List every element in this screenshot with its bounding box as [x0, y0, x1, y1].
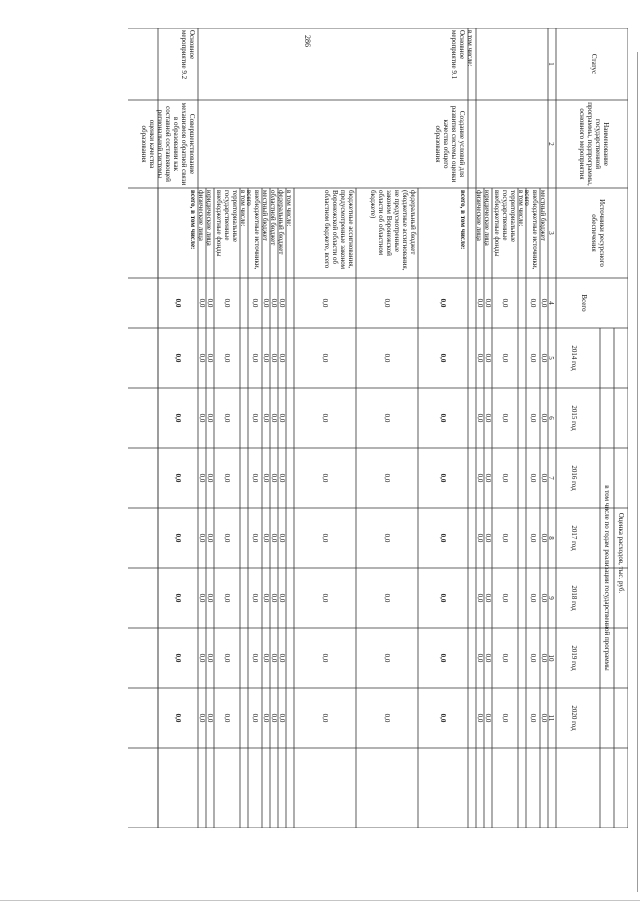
row-value: 0,0 [540, 593, 548, 603]
row-value: 0,0 [270, 713, 278, 723]
header-year-3: 2016 год [570, 465, 578, 491]
row-value: 0,0 [270, 533, 278, 543]
row-value: 0,0 [529, 413, 537, 423]
row-total: 0,0 [501, 298, 509, 308]
row-source: юридические лица [483, 190, 491, 246]
row-value: 0,0 [383, 713, 391, 723]
row-value: 0,0 [476, 353, 484, 363]
row-value: 0,0 [223, 593, 231, 603]
row-value: 0,0 [383, 473, 391, 483]
row-source: в том числе: [239, 190, 247, 227]
row-name: Создание условий для развития системы оценки качества общего образования [434, 105, 466, 183]
header-year-6: 2019 год [570, 645, 578, 671]
row-value: 0,0 [529, 533, 537, 543]
row-value: 0,0 [262, 653, 270, 663]
row-total: 0,0 [270, 298, 278, 308]
row-total: 0,0 [484, 298, 492, 308]
row-value: 0,0 [223, 533, 231, 543]
row-total: 0,0 [198, 298, 206, 308]
row-value: 0,0 [321, 713, 329, 723]
row-value: 0,0 [278, 413, 286, 423]
header-col-number-5: 5 [547, 356, 555, 360]
header-year-4: 2017 год [570, 525, 578, 551]
row-source: в том числе: [285, 190, 293, 227]
row-value: 0,0 [529, 353, 537, 363]
row-value: 0,0 [540, 533, 548, 543]
row-value: 0,0 [501, 653, 509, 663]
row-value: 0,0 [501, 593, 509, 603]
header-total: Всего [580, 294, 588, 312]
row-value: 0,0 [529, 593, 537, 603]
row-value: 0,0 [278, 653, 286, 663]
row-value: 0,0 [198, 533, 206, 543]
header-col-number-6: 6 [547, 416, 555, 420]
row-value: 0,0 [223, 713, 231, 723]
row-total: 0,0 [262, 298, 270, 308]
row-total: 0,0 [321, 298, 329, 308]
row-value: 0,0 [484, 713, 492, 723]
row-value: 0,0 [206, 473, 214, 483]
row-value: 0,0 [262, 593, 270, 603]
row-value: 0,0 [251, 353, 259, 363]
row-value: 0,0 [174, 353, 182, 363]
row-name: Совершенствование механизмов обратной связи в образовании как составной составляющей региональной системы оценки качества образования [140, 102, 196, 186]
row-value: 0,0 [270, 653, 278, 663]
row-value: 0,0 [206, 713, 214, 723]
row-value: 0,0 [206, 533, 214, 543]
row-total: 0,0 [174, 298, 182, 308]
row-status: Основное мероприятие 9.1 [450, 30, 466, 80]
header-year-2: 2015 год [570, 405, 578, 431]
row-value: 0,0 [501, 713, 509, 723]
row-value: 0,0 [439, 413, 447, 423]
row-value: 0,0 [321, 653, 329, 663]
row-value: 0,0 [321, 593, 329, 603]
row-value: 0,0 [484, 533, 492, 543]
row-value: 0,0 [476, 593, 484, 603]
row-value: 0,0 [383, 653, 391, 663]
row-source: внебюджетные источники, всего [523, 190, 539, 270]
header-year-1: 2014 год [570, 345, 578, 371]
row-value: 0,0 [383, 353, 391, 363]
row-total: 0,0 [540, 298, 548, 308]
row-source: всего, в том числе: [459, 190, 467, 250]
header-program-name: Наименование государственной программы, подпрограммы, основного мероприятия [578, 102, 610, 186]
row-value: 0,0 [476, 533, 484, 543]
row-source: областной бюджет [269, 190, 277, 246]
row-value: 0,0 [501, 353, 509, 363]
row-value: 0,0 [223, 473, 231, 483]
row-value: 0,0 [383, 593, 391, 603]
row-value: 0,0 [278, 533, 286, 543]
row-source: внебюджетные источники, всего [245, 190, 261, 270]
page-edge-line [637, 52, 638, 892]
page-number: 286 [303, 35, 312, 47]
row-value: 0,0 [540, 713, 548, 723]
rotated-table [128, 28, 628, 828]
row-value: 0,0 [206, 353, 214, 363]
row-value: 0,0 [484, 353, 492, 363]
header-col-number-4: 4 [547, 301, 555, 305]
row-value: 0,0 [501, 533, 509, 543]
row-value: 0,0 [439, 593, 447, 603]
row-value: 0,0 [206, 653, 214, 663]
row-value: 0,0 [251, 713, 259, 723]
row-value: 0,0 [439, 533, 447, 543]
row-value: 0,0 [270, 413, 278, 423]
row-value: 0,0 [484, 473, 492, 483]
row-value: 0,0 [383, 533, 391, 543]
row-source: бюджетные ассигнования, предусмотренные законом Воронежской области об областном бюджете, всего [323, 190, 355, 270]
row-value: 0,0 [484, 593, 492, 603]
row-source: территориальные государственные внебюджетные фонды [215, 190, 239, 257]
row-value: 0,0 [501, 473, 509, 483]
row-total: 0,0 [383, 298, 391, 308]
row-value: 0,0 [476, 413, 484, 423]
row-source: юридические лица [205, 190, 213, 246]
row-value: 0,0 [540, 353, 548, 363]
row-value: 0,0 [529, 713, 537, 723]
row-source: физические лица [197, 190, 205, 241]
row-value: 0,0 [270, 353, 278, 363]
row-value: 0,0 [262, 533, 270, 543]
row-value: 0,0 [262, 413, 270, 423]
header-col-number-2: 2 [547, 142, 555, 146]
row-value: 0,0 [198, 593, 206, 603]
row-source: федеральный бюджет [277, 190, 285, 255]
row-value: 0,0 [278, 353, 286, 363]
row-value: 0,0 [262, 353, 270, 363]
row-value: 0,0 [321, 353, 329, 363]
row-total: 0,0 [251, 298, 259, 308]
row-value: 0,0 [439, 713, 447, 723]
row-value: 0,0 [251, 593, 259, 603]
header-year-7: 2020 год [570, 705, 578, 731]
row-value: 0,0 [540, 413, 548, 423]
row-value: 0,0 [198, 473, 206, 483]
row-value: 0,0 [529, 653, 537, 663]
row-value: 0,0 [206, 593, 214, 603]
row-value: 0,0 [278, 713, 286, 723]
row-value: 0,0 [206, 413, 214, 423]
header-col-number-7: 7 [547, 476, 555, 480]
row-total: 0,0 [529, 298, 537, 308]
row-value: 0,0 [439, 353, 447, 363]
header-col-number-9: 9 [547, 596, 555, 600]
row-value: 0,0 [198, 413, 206, 423]
page-bottom-line [0, 900, 640, 901]
row-value: 0,0 [321, 413, 329, 423]
row-value: 0,0 [540, 473, 548, 483]
row-value: 0,0 [198, 353, 206, 363]
row-total: 0,0 [439, 298, 447, 308]
row-value: 0,0 [439, 473, 447, 483]
header-col-number-3: 3 [547, 231, 555, 235]
row-source: в том числе: [517, 190, 525, 227]
row-source: федеральный бюджет (бюджетные ассигнования, не предусмотренные законом Воронежской области об областном бюджете) [369, 190, 417, 271]
header-col-number-10: 10 [547, 654, 555, 662]
row-value: 0,0 [174, 413, 182, 423]
row-value: 0,0 [251, 533, 259, 543]
row-value: 0,0 [262, 713, 270, 723]
row-value: 0,0 [501, 413, 509, 423]
row-value: 0,0 [198, 713, 206, 723]
row-value: 0,0 [270, 593, 278, 603]
header-year-5: 2018 год [570, 585, 578, 611]
row-value: 0,0 [223, 413, 231, 423]
row-value: 0,0 [270, 473, 278, 483]
row-value: 0,0 [174, 473, 182, 483]
row-value: 0,0 [278, 593, 286, 603]
row-value: 0,0 [439, 653, 447, 663]
row-value: 0,0 [484, 413, 492, 423]
header-col-number-8: 8 [547, 536, 555, 540]
row-value: 0,0 [174, 653, 182, 663]
row-source: всего, в том числе: [189, 190, 197, 250]
row-value: 0,0 [540, 653, 548, 663]
row-source: местный бюджет [261, 190, 269, 241]
row-total: 0,0 [278, 298, 286, 308]
header-including-years: в том числе по годам реализации государственной программы [603, 485, 611, 671]
header-sources: Источники ресурсного обеспечения [590, 199, 606, 267]
row-status: в том числе: [466, 30, 474, 67]
row-value: 0,0 [262, 473, 270, 483]
row-value: 0,0 [251, 473, 259, 483]
row-total: 0,0 [206, 298, 214, 308]
row-status: Основное мероприятие 9.2 [180, 30, 196, 80]
row-total: 0,0 [476, 298, 484, 308]
row-value: 0,0 [198, 653, 206, 663]
row-value: 0,0 [174, 533, 182, 543]
header-col-number-11: 11 [547, 714, 555, 722]
header-estimate: Оценка расходов, тыс. руб. [617, 512, 625, 594]
row-total: 0,0 [223, 298, 231, 308]
row-value: 0,0 [476, 473, 484, 483]
row-value: 0,0 [383, 413, 391, 423]
row-value: 0,0 [476, 713, 484, 723]
row-value: 0,0 [529, 473, 537, 483]
row-value: 0,0 [476, 653, 484, 663]
row-value: 0,0 [251, 413, 259, 423]
row-value: 0,0 [321, 473, 329, 483]
header-col-number-1: 1 [547, 62, 555, 66]
row-source: территориальные государственные внебюджетные фонды [493, 190, 517, 257]
row-value: 0,0 [174, 593, 182, 603]
row-source: физические лица [475, 190, 483, 241]
row-source: местный бюджет [539, 190, 547, 241]
row-value: 0,0 [223, 353, 231, 363]
row-value: 0,0 [251, 653, 259, 663]
header-status: Статус [590, 53, 598, 75]
row-value: 0,0 [321, 533, 329, 543]
row-value: 0,0 [278, 473, 286, 483]
row-value: 0,0 [223, 653, 231, 663]
row-value: 0,0 [484, 653, 492, 663]
row-value: 0,0 [174, 713, 182, 723]
